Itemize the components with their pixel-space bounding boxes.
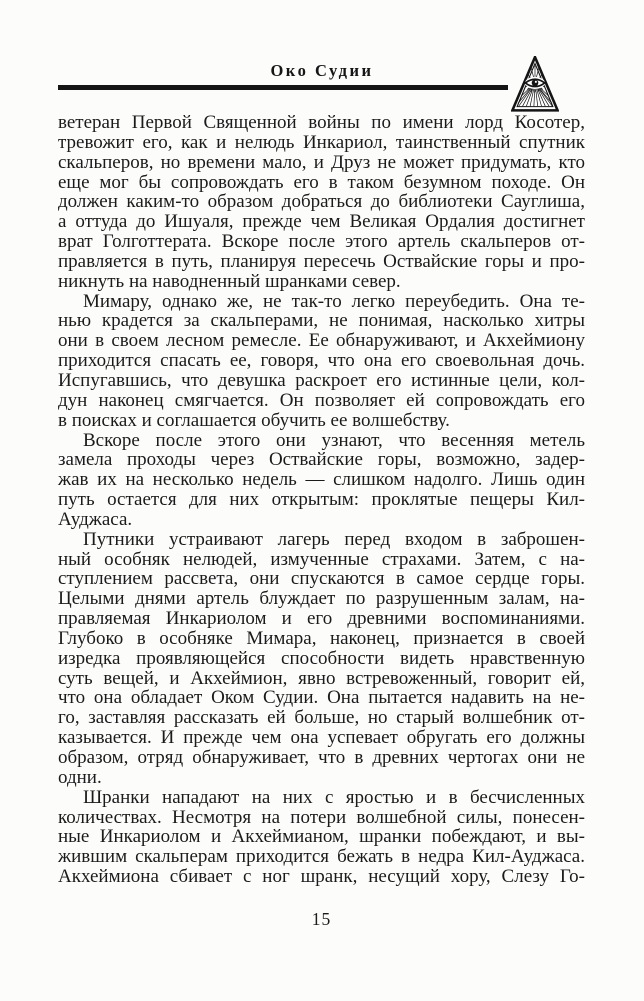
- text-line: Глубоко в особняке Мимара, наконец, признается в своей: [58, 627, 585, 649]
- text-line: врат Голготтерата. Вскоре после этого артель скальперов от-: [58, 231, 585, 253]
- text-line: изредка проявляющейся способности видеть нравственную: [58, 647, 585, 669]
- text-line: Вскоре после этого они узнают, что весенняя метель: [83, 429, 585, 451]
- text-line: дун наконец смягчается. Он позволяет ей сопровождать его: [58, 389, 585, 411]
- text-line: одни.: [58, 766, 102, 788]
- body-text: [58, 113, 585, 887]
- running-head-title: Око Судии: [270, 61, 374, 80]
- text-line: количествах. Несмотря на потери волшебной силы, понесен-: [58, 806, 585, 828]
- text-line: казывается. И прежде чем она успевает обругать его должны: [58, 727, 585, 749]
- text-line: ветеран Первой Священной войны по имени лорд Косотер,: [58, 112, 585, 133]
- text-line: Акхеймиона сбивает с ног шранк, несущий хору, Слезу Го-: [58, 866, 585, 888]
- text-line: нью крадется за скальперами, не понимая, насколько хитры: [58, 310, 585, 332]
- text-line: жившим скальперам приходится бежать в недра Кил-Ауджаса.: [58, 846, 585, 868]
- text-line: го, заставляя рассказать ей больше, но старый волшебник от-: [58, 707, 585, 729]
- text-line: Целыми днями артель блуждает по разрушенным залам, на-: [58, 588, 585, 610]
- text-line: Шранки нападают на них с яростью и в бесчисленных: [83, 786, 585, 808]
- text-line: правляемая Инкариолом и его древними воспоминаниями.: [58, 608, 585, 630]
- text-line: Ауджаса.: [58, 508, 133, 530]
- text-line: жав их на несколько недель — слишком надолго. Лишь один: [58, 469, 585, 491]
- text-line: ступлением рассвета, они спускаются в самое сердце горы.: [58, 568, 585, 590]
- text-line: образом, отряд обнаруживает, что в древних чертогах они не: [58, 747, 585, 768]
- page-number: 15: [311, 909, 332, 929]
- text-line: Испугавшись, что девушка раскроет его истинные цели, кол-: [58, 369, 585, 391]
- text-line: еще мог бы сопровождать его в таком безумном походе. Он: [58, 171, 585, 193]
- text-line: скальперов, но времени мало, и Друз не может придумать, кто: [58, 151, 585, 173]
- text-line: приходится спасать ее, говоря, что она его своевольная дочь.: [58, 350, 585, 372]
- text-line: ные Инкариолом и Акхеймианом, шранки побеждают, и вы-: [58, 826, 585, 848]
- text-line: замела проходы через Оствайские горы, возможно, задер-: [58, 449, 585, 471]
- text-line: Путники устраивают лагерь перед входом в заброшен-: [83, 528, 585, 550]
- text-line: ный особняк нелюдей, измученные страхами. Затем, с на-: [58, 548, 585, 570]
- text-line: Мимару, однако же, не так-то легко переубедить. Она те-: [83, 290, 585, 312]
- text-line: тревожит его, как и нелюдь Инкариол, таинственный спутник: [58, 131, 585, 153]
- text-line: что она обладает Оком Судии. Она пытается надавить на не-: [58, 687, 585, 709]
- text-line: правляется в путь, планируя пересечь Оствайские горы и про-: [58, 250, 585, 272]
- text-line: они в своем лесном ремесле. Ее обнаруживают, и Акхеймиону: [58, 330, 585, 352]
- text-line: а оттуда до Ишуаля, прежде чем Великая Ордалия достигнет: [58, 211, 585, 233]
- text-line: должен каким-то образом добраться до библиотеки Сауглиша,: [58, 191, 585, 213]
- text-line: суть вещей, и Акхеймион, явно встревоженный, говорит ей,: [58, 667, 585, 689]
- header-divider-rule: [58, 85, 508, 90]
- text-line: в поисках и соглашается обучить ее волшебству.: [58, 409, 450, 431]
- text-line: никнуть на наводненный шранками север.: [58, 270, 401, 292]
- text-line: путь остается для них открытым: проклятые пещеры Кил-: [58, 489, 585, 511]
- all-seeing-eye-pyramid-icon: [511, 56, 559, 112]
